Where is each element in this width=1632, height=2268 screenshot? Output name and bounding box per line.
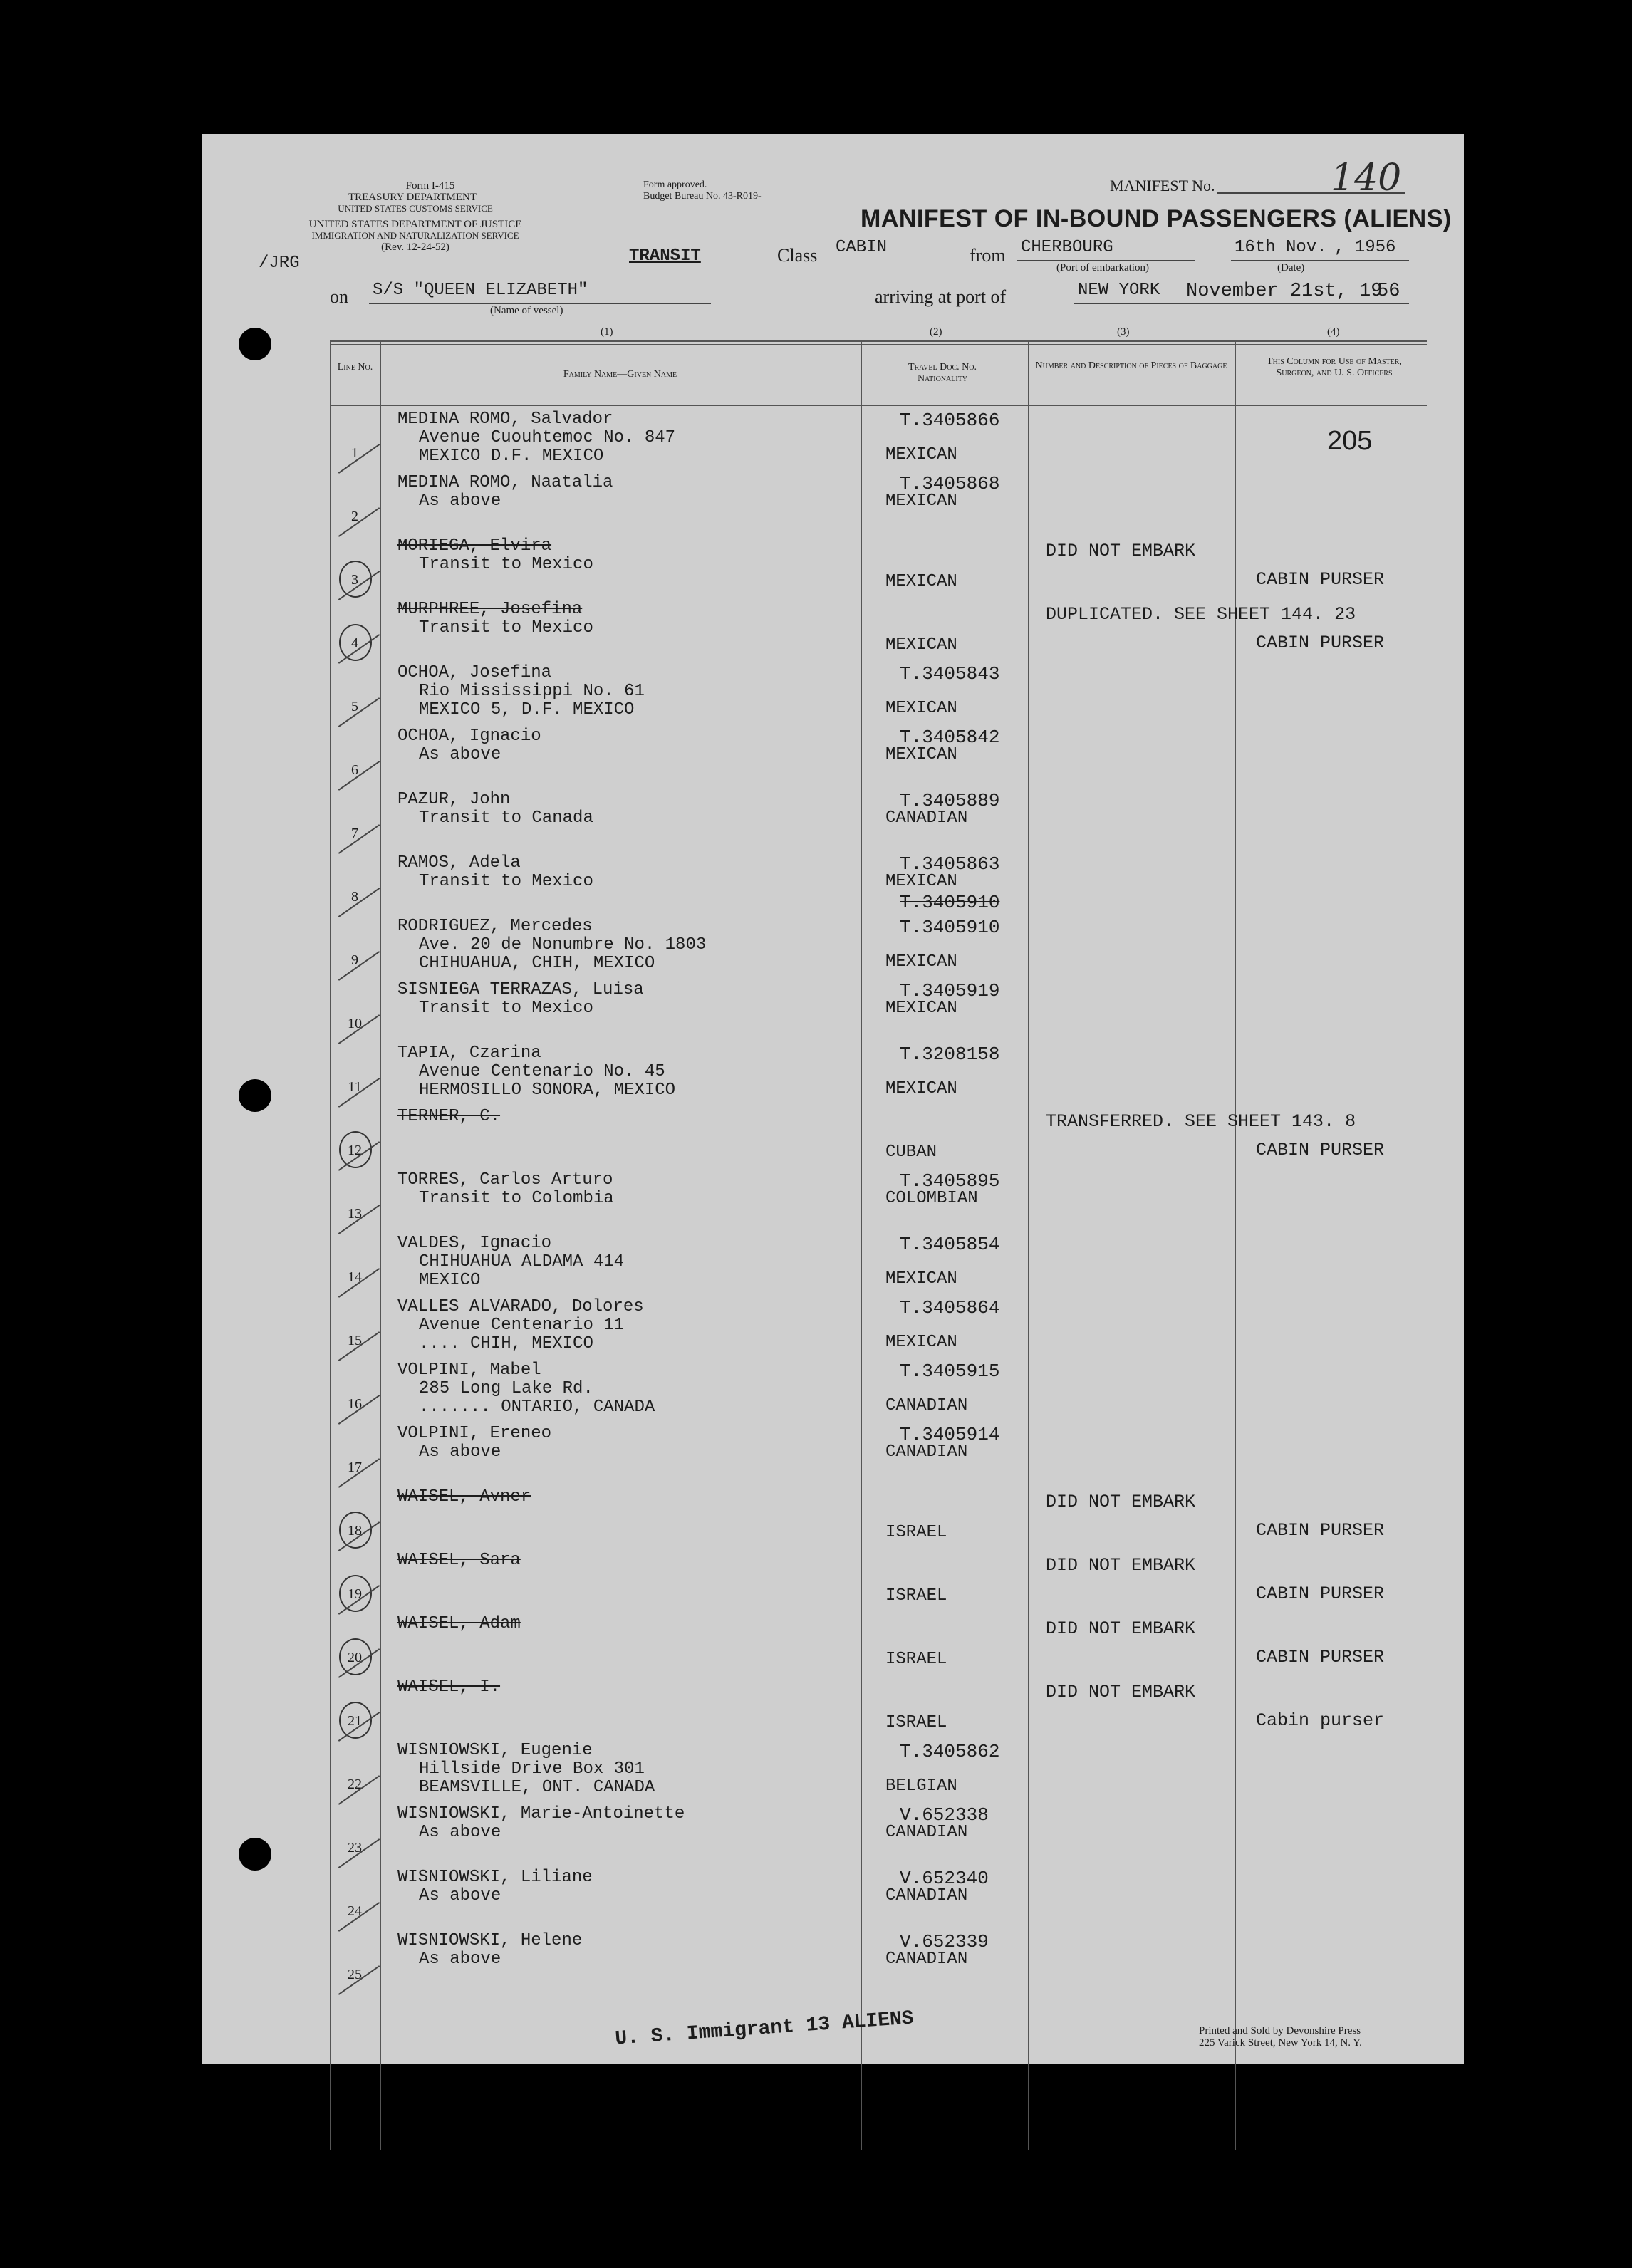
form-revision: (Rev. 12-24-52) [381, 241, 449, 253]
baggage-note: DUPLICATED. SEE SHEET 144. 23 [1046, 604, 1356, 625]
passenger-name: VALDES, Ignacio [397, 1234, 552, 1253]
punch-hole-middle [239, 1079, 271, 1112]
passenger-name: TAPIA, Czarina [397, 1044, 541, 1063]
arrival-rule [1074, 303, 1409, 304]
travel-doc-number: T.3405863 [900, 853, 1000, 875]
passenger-address-1: Avenue Cuouhtemoc No. 847 [419, 428, 676, 447]
column-number-4: (4) [1327, 326, 1340, 338]
line-number: 8 [351, 889, 358, 905]
manifest-label: MANIFEST No. [1110, 177, 1215, 194]
col-baggage: Number and Description of Pieces of Baggage [1035, 360, 1227, 371]
budget-bureau: Budget Bureau No. 43-R019- [643, 191, 762, 202]
passenger-address-1: As above [419, 1886, 501, 1905]
travel-doc-number: T.3405919 [900, 980, 1000, 1002]
officer-remark: Cabin purser [1256, 1710, 1385, 1731]
travel-doc-number: V.652338 [900, 1804, 989, 1826]
line-number: 18 [348, 1523, 362, 1539]
form-approved: Form approved. [643, 180, 707, 190]
dept-treasury: TREASURY DEPARTMENT [348, 192, 477, 203]
punch-hole-top [239, 328, 271, 360]
nationality: CUBAN [885, 1143, 937, 1162]
travel-doc-number: T.3405842 [900, 727, 1000, 748]
passenger-address-1: As above [419, 1823, 501, 1842]
passenger-address-1: Avenue Centenario 11 [419, 1316, 625, 1335]
travel-doc-number: T.3405866 [900, 410, 1000, 431]
line-number: 14 [348, 1269, 362, 1285]
table-left-rule [330, 340, 331, 2150]
passenger-address-1: Transit to Mexico [419, 555, 593, 574]
col-travel-doc: Travel Doc. No. Nationality [908, 362, 977, 384]
nationality: MEXICAN [885, 952, 957, 972]
line-number: 21 [348, 1713, 362, 1729]
nationality: CANADIAN [885, 1886, 968, 1905]
passenger-name: PAZUR, John [397, 790, 511, 809]
passenger-address-1: Transit to Colombia [419, 1189, 614, 1208]
baggage-note: DID NOT EMBARK [1046, 541, 1196, 561]
col-name: Family Name—Given Name [563, 369, 677, 380]
clerk-initials: /JRG [259, 254, 300, 273]
passenger-address-1: As above [419, 745, 501, 764]
nationality: MEXICAN [885, 999, 957, 1018]
printer-line-2: 225 Varick Street, New York 14, N. Y. [1199, 2037, 1362, 2049]
line-number: 23 [348, 1840, 362, 1856]
nationality: MEXICAN [885, 572, 957, 591]
travel-doc-number: T.3405914 [900, 1424, 1000, 1445]
line-number: 16 [348, 1396, 362, 1412]
passenger-name: RAMOS, Adela [397, 853, 521, 873]
passenger-address-2: HERMOSILLO SONORA, MEXICO [419, 1081, 676, 1100]
nationality: MEXICAN [885, 445, 957, 464]
line-no-rule [380, 340, 381, 2150]
passenger-name: WAISEL, I. [397, 1677, 501, 1697]
name-col-rule [861, 340, 862, 2150]
dept-ins: IMMIGRATION AND NATURALIZATION SERVICE [311, 230, 519, 241]
passenger-address-1: As above [419, 1950, 501, 1969]
nationality: MEXICAN [885, 872, 957, 891]
line-number: 19 [348, 1586, 362, 1602]
baggage-note: DID NOT EMBARK [1046, 1618, 1196, 1639]
passenger-address-2: CHIHUAHUA, CHIH, MEXICO [419, 954, 655, 973]
baggage-note: DID NOT EMBARK [1046, 1682, 1196, 1702]
officer-remark: CABIN PURSER [1256, 1583, 1385, 1604]
nationality: BELGIAN [885, 1777, 957, 1796]
passenger-address-2: .... CHIH, MEXICO [419, 1334, 593, 1353]
port-caption: (Port of embarkation) [1056, 262, 1149, 274]
baggage-note: DID NOT EMBARK [1046, 1492, 1196, 1512]
line-number: 1 [351, 445, 358, 461]
port-of-arrival: NEW YORK [1078, 281, 1160, 300]
officer-remark: CABIN PURSER [1256, 633, 1385, 653]
column-number-3: (3) [1117, 326, 1130, 338]
manifest-sheet [202, 134, 1464, 2064]
table-top-rule [330, 340, 1427, 342]
passenger-name: MEDINA ROMO, Salvador [397, 410, 613, 429]
class-value: CABIN [836, 238, 888, 257]
travel-doc-number: T.3405915 [900, 1361, 1000, 1382]
class-label: Class [777, 245, 818, 266]
officer-remark: CABIN PURSER [1256, 1140, 1385, 1160]
line-number: 24 [348, 1903, 362, 1919]
vessel-name: S/S "QUEEN ELIZABETH" [373, 281, 588, 300]
passenger-address-1: CHIHUAHUA ALDAMA 414 [419, 1252, 625, 1271]
passenger-address-2: BEAMSVILLE, ONT. CANADA [419, 1778, 655, 1797]
manifest-number: 140 [1331, 157, 1402, 199]
passenger-address-1: As above [419, 1442, 501, 1462]
column-number-2: (2) [930, 326, 942, 338]
dept-justice: UNITED STATES DEPARTMENT OF JUSTICE [308, 219, 522, 230]
nationality: MEXICAN [885, 635, 957, 655]
line-number: 9 [351, 952, 358, 968]
vessel-rule [369, 303, 711, 304]
passenger-address-1: As above [419, 491, 501, 511]
nationality: MEXICAN [885, 1269, 957, 1289]
on-label: on [330, 286, 348, 307]
travel-doc-number-struck: T.3405910 [900, 892, 1000, 913]
page-title: MANIFEST OF IN-BOUND PASSENGERS (ALIENS) [861, 205, 1452, 232]
passenger-name: MEDINA ROMO, Naatalia [397, 473, 613, 492]
passenger-name: WISNIOWSKI, Eugenie [397, 1741, 593, 1760]
column-number-1: (1) [601, 326, 613, 338]
passenger-address-1: Rio Mississippi No. 61 [419, 682, 645, 701]
nationality: MEXICAN [885, 699, 957, 718]
passenger-address-1: Transit to Canada [419, 808, 593, 828]
passenger-name: SISNIEGA TERRAZAS, Luisa [397, 980, 644, 999]
travel-doc-number: V.652340 [900, 1868, 989, 1889]
arriving-label: arriving at port of [875, 286, 1007, 307]
nationality: MEXICAN [885, 745, 957, 764]
travel-doc-number: T.3405889 [900, 790, 1000, 811]
nationality: CANADIAN [885, 1823, 968, 1842]
passenger-address-1: Transit to Mexico [419, 999, 593, 1018]
passenger-address-2: MEXICO D.F. MEXICO [419, 447, 604, 466]
passenger-name: VALLES ALVARADO, Dolores [397, 1297, 644, 1316]
travel-doc-number: T.3405862 [900, 1741, 1000, 1762]
passenger-name: WISNIOWSKI, Liliane [397, 1868, 593, 1887]
baggage-note: DID NOT EMBARK [1046, 1555, 1196, 1576]
passenger-name: WAISEL, Sara [397, 1551, 521, 1570]
line-number: 11 [348, 1079, 362, 1095]
passenger-name: MORIEGA, Elvira [397, 536, 552, 556]
passenger-address-2: MEXICO [419, 1271, 481, 1290]
passenger-name: VOLPINI, Ereneo [397, 1424, 552, 1443]
nationality: ISRAEL [885, 1523, 947, 1542]
line-number: 13 [348, 1206, 362, 1222]
line-number: 17 [348, 1460, 362, 1475]
table-top-rule-2 [330, 344, 1427, 345]
line-number: 6 [351, 762, 358, 778]
travel-doc-number: T.3405854 [900, 1234, 1000, 1255]
passenger-name: WAISEL, Avner [397, 1487, 531, 1507]
from-label: from [970, 245, 1006, 266]
officer-note: 205 [1327, 426, 1373, 456]
passenger-address-1: Avenue Centenario No. 45 [419, 1062, 665, 1081]
passenger-name: TORRES, Carlos Arturo [397, 1170, 613, 1190]
date-rule [1231, 260, 1409, 261]
passenger-address-2: MEXICO 5, D.F. MEXICO [419, 700, 635, 719]
line-number: 15 [348, 1333, 362, 1348]
arrival-year: 56 [1377, 281, 1400, 302]
nationality: MEXICAN [885, 1079, 957, 1098]
port-of-embarkation: CHERBOURG [1021, 238, 1113, 257]
nationality: CANADIAN [885, 1950, 968, 1969]
line-number: 25 [348, 1967, 362, 1982]
line-number: 2 [351, 509, 358, 524]
form-number: Form I-415 [405, 180, 455, 192]
travel-doc-number: V.652339 [900, 1931, 989, 1952]
transit-label: TRANSIT [629, 246, 701, 266]
line-number: 3 [351, 572, 358, 588]
travel-doc-number: T.3405895 [900, 1170, 1000, 1192]
vessel-caption: (Name of vessel) [490, 305, 563, 316]
baggage-note: TRANSFERRED. SEE SHEET 143. 8 [1046, 1111, 1356, 1132]
immigration-stamp: U. S. Immigrant 13 ALIENS [614, 2007, 915, 2051]
travel-doc-number: T.3405868 [900, 473, 1000, 494]
travel-doc-number: T.3405843 [900, 663, 1000, 685]
travel-doc-number: T.3405864 [900, 1297, 1000, 1318]
passenger-name: MURPHREE, Josefina [397, 600, 583, 619]
passenger-name: OCHOA, Ignacio [397, 727, 541, 746]
dept-customs: UNITED STATES CUSTOMS SERVICE [338, 203, 493, 214]
passenger-address-1: Ave. 20 de Nonumbre No. 1803 [419, 935, 707, 954]
arrival-date: November 21st, 19 [1186, 281, 1383, 302]
printer-line-1: Printed and Sold by Devonshire Press [1199, 2025, 1361, 2036]
passenger-name: TERNER, C. [397, 1107, 501, 1126]
sailing-year: , 1956 [1334, 238, 1396, 257]
nationality: MEXICAN [885, 1333, 957, 1352]
passenger-name: WISNIOWSKI, Helene [397, 1931, 583, 1950]
passenger-name: OCHOA, Josefina [397, 663, 552, 682]
passenger-name: RODRIGUEZ, Mercedes [397, 917, 593, 936]
line-number: 20 [348, 1650, 362, 1665]
officer-remark: CABIN PURSER [1256, 1647, 1385, 1668]
line-number: 4 [351, 635, 358, 651]
port-rule [1017, 260, 1195, 261]
officer-remark: CABIN PURSER [1256, 569, 1385, 590]
sailing-date: 16th Nov. [1235, 238, 1327, 257]
passenger-address-1: Transit to Mexico [419, 618, 593, 638]
travel-doc-number: T.3208158 [900, 1044, 1000, 1065]
col-officers: This Column for Use of Master, Surgeon, and U. S. Officers [1267, 356, 1402, 378]
date-caption: (Date) [1277, 262, 1305, 274]
passenger-name: WAISEL, Adam [397, 1614, 521, 1633]
passenger-name: VOLPINI, Mabel [397, 1361, 541, 1380]
nationality: COLOMBIAN [885, 1189, 978, 1208]
officer-remark: CABIN PURSER [1256, 1520, 1385, 1541]
table-header-rule [330, 405, 1427, 406]
nationality: MEXICAN [885, 491, 957, 511]
passenger-address-2: ....... ONTARIO, CANADA [419, 1398, 655, 1417]
nationality: CANADIAN [885, 1396, 968, 1415]
nationality: ISRAEL [885, 1586, 947, 1606]
nationality: ISRAEL [885, 1650, 947, 1669]
passenger-address-1: 285 Long Lake Rd. [419, 1379, 593, 1398]
doc-col-rule [1028, 340, 1029, 2150]
col-line-no: Line No. [337, 362, 373, 373]
nationality: CANADIAN [885, 808, 968, 828]
travel-doc-number: T.3405910 [900, 917, 1000, 938]
line-number: 12 [348, 1143, 362, 1158]
nationality: ISRAEL [885, 1713, 947, 1732]
line-number: 22 [348, 1777, 362, 1792]
line-number: 10 [348, 1016, 362, 1031]
line-number: 5 [351, 699, 358, 714]
passenger-name: WISNIOWSKI, Marie-Antoinette [397, 1804, 685, 1824]
passenger-address-1: Transit to Mexico [419, 872, 593, 891]
nationality: CANADIAN [885, 1442, 968, 1462]
punch-hole-bottom [239, 1838, 271, 1871]
line-number: 7 [351, 826, 358, 841]
passenger-address-1: Hillside Drive Box 301 [419, 1759, 645, 1779]
